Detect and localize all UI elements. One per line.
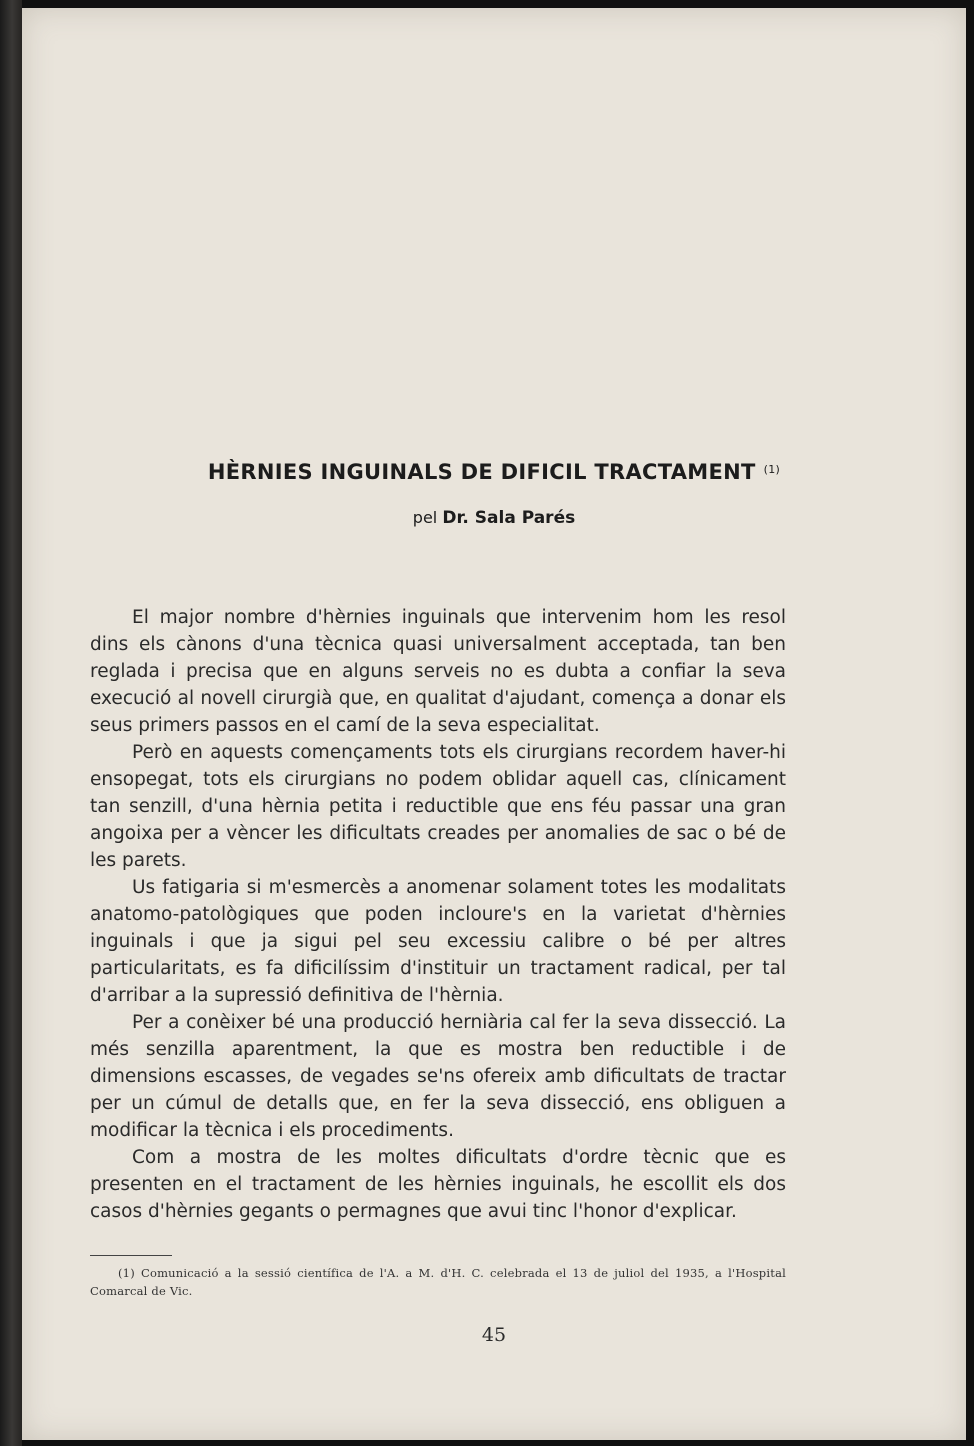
footnote xyxy=(90,1264,786,1300)
article-title xyxy=(22,460,966,484)
article-title-text: HÈRNIES INGUINALS DE DIFICIL TRACTAMENT xyxy=(207,460,756,484)
document-page xyxy=(22,8,966,1440)
body-paragraph: Per a conèixer bé una producció herniària cal fer la seva dissecció. La més senzilla aparentment, la que es mostra ben reductible i de dimensions escasses, de vegades se'ns ofereix amb dificultats de tractar per un cúmul de detalls que, en fer la seva dissecció, ens obliguen a modificar la tècnica i els procediments. xyxy=(90,1012,786,1141)
body-paragraph: Us fatigaria si m'esmercès a anomenar solament totes les modalitats anatomo-patològiques que poden incloure's en la varietat d'hèrnies inguinals i que ja sigui pel seu excessiu calibre o bé per altres particularitats, es fa dificilíssim d'instituir un tractament radical, per tal d'arribar a la supressió definitiva de l'hèrnia. xyxy=(90,877,786,1006)
byline xyxy=(22,508,966,528)
body-paragraph: Com a mostra de les moltes dificultats d'ordre tècnic que es presenten en el tractament de les hèrnies inguinals, he escollit els dos casos d'hèrnies gegants o permagnes que avui tinc l'honor d'explicar. xyxy=(90,1147,786,1222)
page-number: 45 xyxy=(481,1324,507,1346)
footnote-divider xyxy=(90,1255,172,1256)
body-paragraph: El major nombre d'hèrnies inguinals que intervenim hom les resol dins els cànons d'una tècnica quasi universalment acceptada, tan ben reglada i precisa que en alguns serveis no es dubta a confiar la seva execució al novell cirurgià que, en qualitat d'ajudant, comença a donar els seus primers passos en el camí de la seva especialitat. xyxy=(90,607,786,736)
author-name: Dr. Sala Parés xyxy=(442,508,576,528)
byline-prefix: pel xyxy=(412,508,438,527)
title-footnote-marker: (1) xyxy=(763,463,781,476)
body-paragraph: Però en aquests començaments tots els cirurgians recordem haver-hi ensopegat, tots els cirurgians no podem oblidar aquell cas, clínicament tan senzill, d'una hèrnia petita i reductible que ens féu passar una gran angoixa per a vèncer les dificultats creades per anomalies de sac o bé de les parets. xyxy=(90,742,786,871)
book-binding-edge xyxy=(0,0,22,1446)
footnote-text: (1) Comunicació a la sessió científica de l'A. a M. d'H. C. celebrada el 13 de juliol del 1935, a l'Hospital Comarcal de Vic. xyxy=(90,1266,786,1298)
article-body xyxy=(90,604,786,1225)
